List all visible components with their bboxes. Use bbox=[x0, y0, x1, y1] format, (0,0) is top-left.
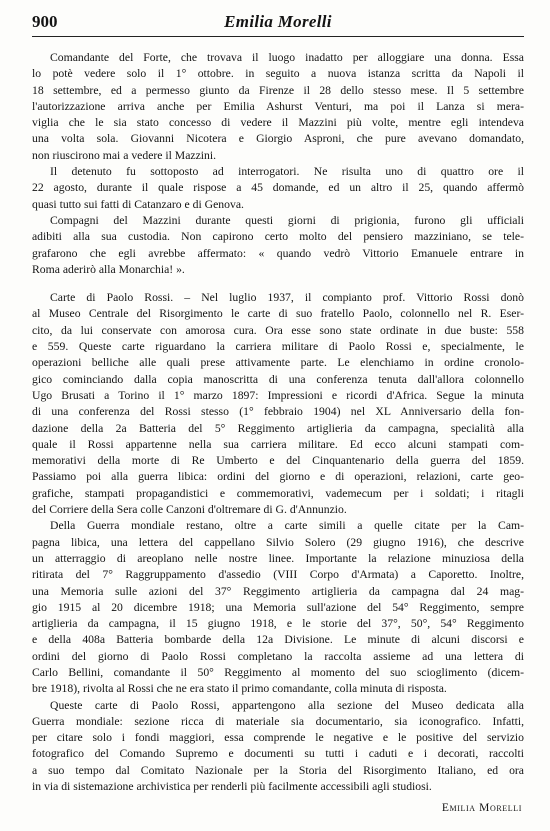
text-line: viglia che le sia stato concesso di vedere il Mazzini più volte, mentre egli intendeva bbox=[32, 116, 524, 130]
text-line: Comandante del Forte, che trovava il luogo inadatto per alloggiare una donna. Essa bbox=[50, 51, 524, 64]
text-line: Della Guerra mondiale restano, oltre a carte simili a quelle citate per la Cam- bbox=[50, 519, 524, 533]
text-line: bre 1918), rivolta al Rossi che ne era stato il primo comandante, colla minuta di risposta. bbox=[32, 682, 447, 696]
text-line: Passiamo poi alla guerra libica: ordini del giorno e di operazioni, relazioni, carte geo- bbox=[32, 470, 524, 484]
text-line: Guerra mondiale: sezione ricca di materiale sia documentario, sia iconografico. Infatti, bbox=[32, 714, 524, 728]
text-line: del Corriere della Sera colle Canzoni d'oltremare di G. d'Annunzio. bbox=[32, 503, 347, 517]
text-line: Carte di Paolo Rossi. – Nel luglio 1937, il compianto prof. Vittorio Rossi donò bbox=[50, 291, 524, 305]
page-number: 900 bbox=[32, 12, 58, 31]
text-line: grafiche, stampati propagandistici e commemorativi, vademecum per i soldati; i ritagli bbox=[32, 486, 524, 500]
text-line: artiglieria da campagna, il 15 giugno 1918, e le storie del 37°, 50°, 54° Reggimento bbox=[32, 617, 524, 631]
text-line: una Memoria sulle azioni del 37° Reggimento artiglieria da campagna dal 24 mag- bbox=[32, 584, 524, 598]
paragraph bbox=[32, 164, 524, 213]
text-line: memorativi della morte di Re Umberto e del Cinquantenario della guerra del 1859. bbox=[32, 454, 524, 468]
text-line: un atterraggio di areoplano nelle nostre linee. Importante la relazione minuziosa della bbox=[32, 551, 524, 565]
text-line: e 559. Queste carte riguardano la carriera militare di Paolo Rossi e, specialmente, le bbox=[32, 340, 524, 354]
text-line: in via di sistemazione archivistica per renderli più facilmente accessibili agli studiosi. bbox=[32, 780, 432, 794]
paragraph bbox=[32, 698, 524, 796]
paragraph bbox=[32, 518, 524, 697]
text-line: quale il Rossi appartenne nella sua carriera militare. Ed ecco alcuni stampati com- bbox=[32, 437, 524, 451]
text-line: grafarono che egli avrebbe affermato: « quando vedrò Vittorio Emanuele entrare in bbox=[32, 246, 524, 260]
text-line: e della 408a Batteria bombarde della 12a Divisione. Le minute di alcuni discorsi e bbox=[32, 633, 524, 647]
text-line: Il detenuto fu sottoposto ad interrogatori. Ne risulta uno di quattro ore il bbox=[50, 165, 524, 179]
text-line: Ugo Brusati a Torino il 1° marzo 1897: Impressioni e ricordi d'Africa. Segue la minuta bbox=[32, 388, 524, 402]
text-line: gio 1915 al 20 dicembre 1918; una Memoria sull'azione del 54° Reggimento, sempre bbox=[32, 600, 524, 614]
text-line: Compagni del Mazzini durante questi giorni di prigionia, furono gli ufficiali bbox=[50, 213, 524, 227]
text-line: quasi tutto sui fatti di Catanzaro e di Genova. bbox=[32, 197, 244, 211]
body-text bbox=[32, 50, 524, 795]
paragraph bbox=[32, 290, 524, 518]
text-line: per citare solo i fondi maggiori, essa comprende le negative e le positive del servizio bbox=[32, 731, 524, 745]
text-line: fotografico del Comando Supremo e documenti su tutti i caduti e i decorati, raccolti bbox=[32, 747, 524, 761]
text-line: adibiti alla sua custodia. Non capirono certo molto del pensiero mazziniano, se tele- bbox=[32, 230, 524, 244]
text-line: non riuscirono mai a vedere il Mazzini. bbox=[32, 148, 217, 162]
header-rule bbox=[32, 36, 524, 37]
text-line: ordini del giorno di Paolo Rossi completano la raccolta assieme ad una lettera di bbox=[32, 649, 524, 663]
paragraph bbox=[32, 213, 524, 278]
text-line: una volta sola. Giovanni Nicotera e Giorgio Asproni, che pure avevano domandato, bbox=[32, 132, 524, 146]
text-line: operazioni belliche alle quali prese attivamente parte. Le elenchiamo in ordine cronolo- bbox=[32, 356, 524, 370]
text-line: dazione della 2a Batteria del 5° Reggimento artiglieria da campagna, specialità alla bbox=[32, 421, 524, 435]
page-header bbox=[32, 12, 524, 36]
text-line: Carlo Bellini, comandante il 50° Reggimento al momento del suo scioglimento (dicem- bbox=[32, 665, 524, 679]
text-line: a suo tempo dal Comitato Nazionale per la Storia del Risorgimento Italiano, ed ora bbox=[32, 763, 524, 777]
text-line: cito, da lui conservate con amorosa cura. Ora esse sono state ordinate in due buste: 558 bbox=[32, 323, 524, 337]
author-signature: Emilia Morelli bbox=[441, 802, 522, 814]
text-line: 22 agosto, durante il quale rispose a 45 domande, ed un altro il 25, quando affermò bbox=[32, 181, 524, 195]
text-line: gico cominciando dalla copia manoscritta di una conferenza tenuta dall'allora colonnello bbox=[32, 372, 524, 386]
running-head: Emilia Morelli bbox=[224, 12, 332, 31]
text-line: lo potè vedere solo il 1° ottobre. in seguito a nuova istanza scritta da Napoli il bbox=[32, 67, 524, 81]
text-line: pagna libica, una lettera del cappellano Silvio Solero (29 giugno 1916), che descrive bbox=[32, 535, 524, 549]
text-line: ritirata del 7° Raggruppamento d'assedio (VIII Corpo d'Armata) a Caporetto. Inoltre, bbox=[32, 568, 524, 582]
text-line: Queste carte di Paolo Rossi, appartengono alla sezione del Museo dedicata alla bbox=[50, 698, 524, 712]
text-line: l'autorizzazione arriva anche per Emilia Ashurst Venturi, ma poi il Lanza si mera- bbox=[32, 99, 524, 113]
section-gap bbox=[32, 278, 524, 290]
text-line: al Museo Centrale del Risorgimento le carte di suo fratello Paolo, colonnello nel R. Eser- bbox=[32, 307, 524, 321]
text-line: 18 settembre, ed a permesso giunto da Firenze il 28 dello stesso mese. Il 5 settembre bbox=[32, 83, 524, 97]
text-line: di una conferenza del Rossi stesso (1° febbraio 1904) nel XL Anniversario della fon- bbox=[32, 405, 524, 419]
paragraph bbox=[32, 50, 524, 164]
text-line: Roma aderirò alla Monarchia! ». bbox=[32, 262, 185, 276]
